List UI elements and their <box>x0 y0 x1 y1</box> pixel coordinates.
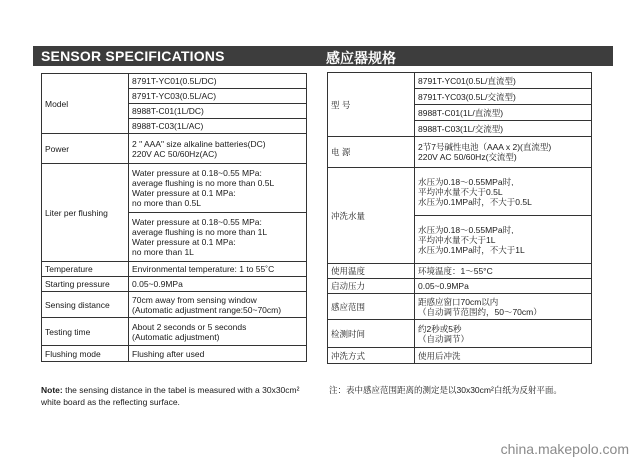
temperature-cell-zh: 环境温度：1～55°C <box>415 264 592 279</box>
liter-line: average flushing is no more than 0.5L <box>132 178 275 188</box>
liter-cell <box>129 213 307 262</box>
power-label: Power <box>42 134 129 164</box>
water-line: 水压为0.1MPa时，不大于1L <box>418 244 525 255</box>
model-cell: 8988T-C03(1L/AC) <box>129 119 307 134</box>
mode-label-zh: 冲洗方式 <box>328 348 415 364</box>
model-cell: 8988T-C01(1L/DC) <box>129 104 307 119</box>
temperature-label: Temperature <box>42 262 129 277</box>
time-label-zh: 检测时间 <box>328 320 415 348</box>
watermark: china.makepolo.com <box>500 441 629 457</box>
note-en-text: the sensing distance in the tabel is measured with a 30x30cm² white board as the reflecting surface. <box>41 385 300 407</box>
water-line: 平均冲水量不大于0.5L <box>418 186 503 197</box>
water-cell-zh <box>415 216 592 264</box>
range-label-zh: 感应范围 <box>328 294 415 320</box>
model-cell-zh: 8988T-C01(1L/直流型) <box>415 105 592 121</box>
power-cell <box>129 134 307 164</box>
liter-line: Water pressure at 0.1 MPa: <box>132 237 236 247</box>
mode-cell: Flushing after used <box>129 346 307 362</box>
testing-time-label: Testing time <box>42 318 129 346</box>
power-cell-zh <box>415 137 592 168</box>
power-line: 2 " AAA" size alkaline batteries(DC) <box>132 138 266 149</box>
section-header <box>33 46 613 66</box>
note-en <box>41 384 311 408</box>
pressure-cell-zh: 0.05~0.9MPa <box>415 279 592 294</box>
time-line: (Automatic adjustment) <box>132 331 220 342</box>
power-label-zh: 电 源 <box>328 137 415 168</box>
model-label: Model <box>42 74 129 134</box>
model-label-zh: 型 号 <box>328 73 415 137</box>
mode-label: Flushing mode <box>42 346 129 362</box>
liter-line: Water pressure at 0.18~0.55 MPa: <box>132 168 262 178</box>
liter-line: Water pressure at 0.18~0.55 MPa: <box>132 217 262 227</box>
water-line: 水压为0.18～0.55MPa时, <box>418 176 514 187</box>
liter-cell <box>129 164 307 213</box>
range-line: 距感应窗口70cm以内 <box>418 296 499 307</box>
spec-table-zh <box>327 72 592 364</box>
power-line: 220V AC 50/60Hz(AC) <box>132 148 218 159</box>
time-line-zh: （自动调节） <box>418 333 470 344</box>
water-cell-zh <box>415 168 592 216</box>
pressure-cell: 0.05~0.9MPa <box>129 277 307 292</box>
water-label-zh: 冲洗水量 <box>328 168 415 264</box>
distance-line: (Automatic adjustment range:50~70cm) <box>132 304 282 315</box>
pressure-label: Starting pressure <box>42 277 129 292</box>
liter-label: Liter per flushing <box>42 164 129 262</box>
model-cell-zh: 8988T-C03(1L/交流型) <box>415 121 592 137</box>
note-zh: 注：表中感应范围距离的测定是以30x30cm²白纸为反射平面。 <box>329 385 562 395</box>
range-line: （自动调节范围约，50～70cm） <box>418 306 542 317</box>
temperature-cell: Environmental temperature: 1 to 55˚C <box>129 262 307 277</box>
time-cell-zh <box>415 320 592 348</box>
model-cell: 8791T-YC01(0.5L/DC) <box>129 74 307 89</box>
range-cell-zh <box>415 294 592 320</box>
water-line: 平均冲水量不大于1L <box>418 234 496 245</box>
note-en-bold: Note: <box>41 385 63 395</box>
power-line-zh: 220V AC 50/60Hz(交流型) <box>418 152 517 162</box>
temperature-label-zh: 使用温度 <box>328 264 415 279</box>
time-line: About 2 seconds or 5 seconds <box>132 321 247 332</box>
distance-cell <box>129 292 307 318</box>
spec-table-en <box>41 73 307 362</box>
water-line: 水压为0.18～0.55MPa时, <box>418 224 514 235</box>
water-line: 水压为0.1MPa时，不大于0.5L <box>418 196 532 207</box>
model-cell: 8791T-YC03(0.5L/AC) <box>129 89 307 104</box>
distance-label: Sensing distance <box>42 292 129 318</box>
title-en: SENSOR SPECIFICATIONS <box>41 48 225 64</box>
liter-line: average flushing is no more than 1L <box>132 227 268 237</box>
mode-cell-zh: 使用后冲洗 <box>415 348 592 364</box>
pressure-label-zh: 启动压力 <box>328 279 415 294</box>
testing-time-cell <box>129 318 307 346</box>
liter-line: Water pressure at 0.1 MPa: <box>132 188 236 198</box>
time-line-zh: 约2秒或5秒 <box>418 323 462 334</box>
title-zh: 感应器规格 <box>326 50 396 66</box>
distance-line: 70cm away from sensing window <box>132 294 257 305</box>
power-line-zh: 2节7号碱性电池（AAA x 2)(直流型) <box>418 142 552 152</box>
liter-line: no more than 0.5L <box>132 198 201 208</box>
liter-line: no more than 1L <box>132 247 194 257</box>
model-cell-zh: 8791T-YC03(0.5L/交流型) <box>415 89 592 105</box>
model-cell-zh: 8791T-YC01(0.5L/直流型) <box>415 73 592 89</box>
